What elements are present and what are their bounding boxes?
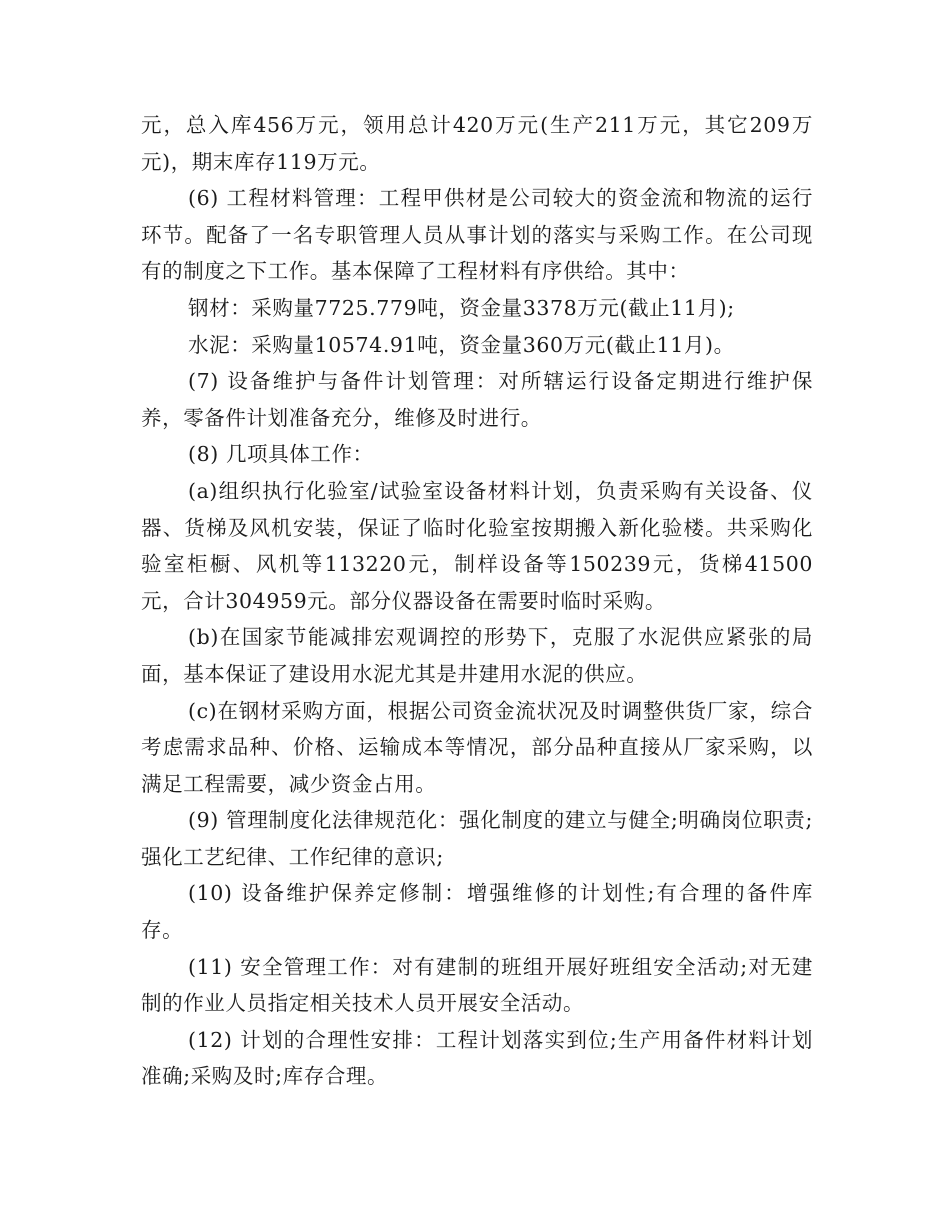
document-body: [141, 107, 813, 1095]
paragraph-steel: 钢材：采购量7725.779吨，资金量3378万元(截止11月);: [188, 295, 735, 320]
paragraph-item-6-materials: (6) 工程材料管理：工程甲供材是公司较大的资金流和物流的运行环节。配备了一名专职管理人员从事计划的落实与采购工作。在公司现有的制度之下工作。基本保障了工程材料有序供给。其中：: [141, 186, 813, 284]
paragraph-item-8b: (b)在国家节能减排宏观调控的形势下，克服了水泥供应紧张的局面，基本保证了建设用水泥尤其是井建用水泥的供应。: [141, 625, 813, 686]
paragraph-item-12: (12) 计划的合理性安排：工程计划落实到位;生产用备件材料计划准确;采购及时;库存合理。: [141, 1027, 813, 1089]
paragraph-item-7-maintenance: (7) 设备维护与备件计划管理：对所辖运行设备定期进行维护保养，零备件计划准备充分，维修及时进行。: [141, 369, 813, 430]
paragraph-item-8-heading: (8) 几项具体工作：: [188, 442, 374, 467]
paragraph-item-11: (11) 安全管理工作：对有建制的班组开展好班组安全活动;对无建制的作业人员指定相关技术人员开展安全活动。: [141, 954, 813, 1016]
paragraph-item-10: (10) 设备维护保养定修制：增强维修的计划性;有合理的备件库存。: [141, 881, 813, 943]
paragraph-cement: 水泥：采购量10574.91吨，资金量360万元(截止11月)。: [188, 332, 735, 357]
paragraph-item-9: (9) 管理制度化法律规范化：强化制度的建立与健全;明确岗位职责;强化工艺纪律、工作纪律的意识;: [141, 808, 813, 869]
paragraph-item-8c: (c)在钢材采购方面，根据公司资金流状况及时调整供货厂家，综合考虑需求品种、价格、运输成本等情况，部分品种直接从厂家采购，以满足工程需要，减少资金占用。: [141, 698, 813, 796]
paragraph-item-8a: (a)组织执行化验室/试验室设备材料计划，负责采购有关设备、仪器、货梯及风机安装，保证了临时化验室按期搬入新化验楼。共采购化验室柜橱、风机等113220元，制样设备等150239元，货梯41500元，合计304959元。部分仪器设备在需要时临时采购。: [141, 478, 813, 613]
paragraph-inventory-summary: 元，总入库456万元，领用总计420万元(生产211万元，其它209万元)，期末库存119万元。: [141, 113, 813, 174]
